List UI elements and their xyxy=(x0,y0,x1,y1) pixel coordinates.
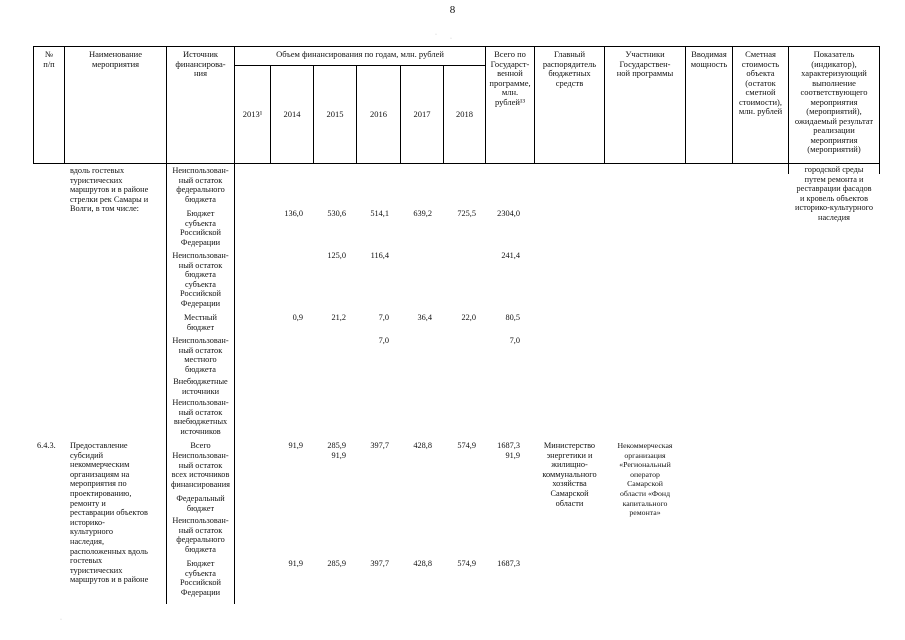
total-value: 1687,3 xyxy=(497,441,520,450)
measure-name-continuation: вдоль гостевых туристических маршрутов и в районе стрелки рек Самары и Волги, в том числе: xyxy=(70,166,149,214)
header-total: Всего по Государст- венной программе, млн. рублей¹³ xyxy=(489,50,531,107)
header-name: Наименование мероприятия xyxy=(89,50,142,69)
header-estimate: Сметная стоимость объекта (остаток сметной стоимости), млн. рублей xyxy=(738,50,783,116)
financing-source: Неиспользован- ный остаток федерального бюджета xyxy=(172,516,229,554)
main-manager: Министерство энергетики и жилищно- коммунального хозяйства Самарской области xyxy=(542,441,597,508)
year-value: 7,0 xyxy=(378,336,389,345)
measure-name: Предоставление субсидий некоммерческим организациям на мероприятия по проектированию, ремонту и реставрации объектов историко- культурного наследия, расположенных вдоль гостевых туристических маршрутов и в районе xyxy=(70,441,149,585)
total-value: 1687,3 xyxy=(497,559,520,568)
year-value: 428,8 xyxy=(413,441,432,450)
year-value: 428,8 xyxy=(413,559,432,568)
header-num: № п/п xyxy=(43,50,55,69)
total-value: 7,0 xyxy=(509,336,520,345)
measure-number: 6.4.3. xyxy=(37,441,56,450)
scan-speck: · xyxy=(60,617,62,623)
year-value: 0,9 xyxy=(292,313,303,322)
indicator-continuation: городской среды путем ремонта и реставрации фасадов и кровель объектов историко-культурного наследия xyxy=(795,165,873,222)
financing-source: Неиспользован- ный остаток бюджета субъекта Российской Федерации xyxy=(172,251,229,308)
year-value: 639,2 xyxy=(413,209,432,218)
year-value: 91,9 xyxy=(288,559,303,568)
header-source: Источник финансирова- ния xyxy=(175,50,226,78)
body-divider xyxy=(234,164,235,604)
financing-source: Неиспользован- ный остаток местного бюджета xyxy=(172,336,229,374)
total-value: 91,9 xyxy=(505,451,520,460)
header-year: 2016 xyxy=(370,109,387,119)
year-value: 22,0 xyxy=(461,313,476,322)
header-divider xyxy=(234,46,235,164)
header-divider xyxy=(234,65,485,66)
year-value: 530,6 xyxy=(327,209,346,218)
header-year: 2018 xyxy=(456,109,473,119)
financing-source: Федеральный бюджет xyxy=(176,494,225,513)
year-value: 397,7 xyxy=(370,559,389,568)
page-number: 8 xyxy=(449,4,456,16)
year-value: 91,9 xyxy=(331,451,346,460)
scan-speck: · xyxy=(450,36,452,42)
scan-speck: · xyxy=(435,32,437,38)
financing-source: Неиспользован- ный остаток внебюджетных источников xyxy=(172,398,229,436)
year-value: 514,1 xyxy=(370,209,389,218)
financing-source: Всего xyxy=(190,441,211,450)
year-value: 116,4 xyxy=(370,251,389,260)
financing-source: Бюджет субъекта Российской Федерации xyxy=(180,209,221,247)
year-value: 91,9 xyxy=(288,441,303,450)
year-value: 125,0 xyxy=(327,251,346,260)
header-year: 2015 xyxy=(326,109,344,119)
total-value: 2304,0 xyxy=(497,209,520,218)
year-value: 574,9 xyxy=(457,559,476,568)
header-year: 2017 xyxy=(413,109,431,119)
year-value: 397,7 xyxy=(370,441,389,450)
body-divider xyxy=(879,164,880,174)
participants: Некоммерческая организация «Региональный оператор Самарской области «Фонд капитального ремонта» xyxy=(617,441,673,518)
year-value: 574,9 xyxy=(457,441,476,450)
year-value: 21,2 xyxy=(331,313,346,322)
financing-source: Внебюджетные источники xyxy=(173,377,228,396)
header-volume: Объем финансирования по годам, млн. рублей xyxy=(276,50,444,59)
total-value: 80,5 xyxy=(505,313,520,322)
total-value: 241,4 xyxy=(501,251,520,260)
financing-source: Бюджет субъекта Российской Федерации xyxy=(180,559,221,597)
header-capacity: Вводимая мощность xyxy=(690,50,728,69)
year-value: 725,5 xyxy=(457,209,476,218)
header-indicator: Показатель (индикатор), характеризующий выполнение соответствующего мероприятия (мероприятий), ожидаемый результат реализации мероприятия (мероприятий) xyxy=(794,50,874,154)
year-value: 7,0 xyxy=(378,313,389,322)
year-value: 285,9 xyxy=(327,559,346,568)
header-year: 2014 xyxy=(283,109,301,119)
header-year: 2013¹ xyxy=(242,109,263,119)
header-participants: Участники Государствен- ной программы xyxy=(616,50,674,78)
header-main-manager: Главный распорядитель бюджетных средств xyxy=(542,50,597,88)
financing-source: Местный бюджет xyxy=(184,313,217,332)
year-value: 36,4 xyxy=(417,313,432,322)
financing-source: Неиспользован- ный остаток федерального бюджета xyxy=(172,166,229,204)
financing-source: Неиспользован- ный остаток всех источников финансирования xyxy=(171,451,230,489)
year-value: 285,9 xyxy=(327,441,346,450)
year-value: 136,0 xyxy=(284,209,303,218)
